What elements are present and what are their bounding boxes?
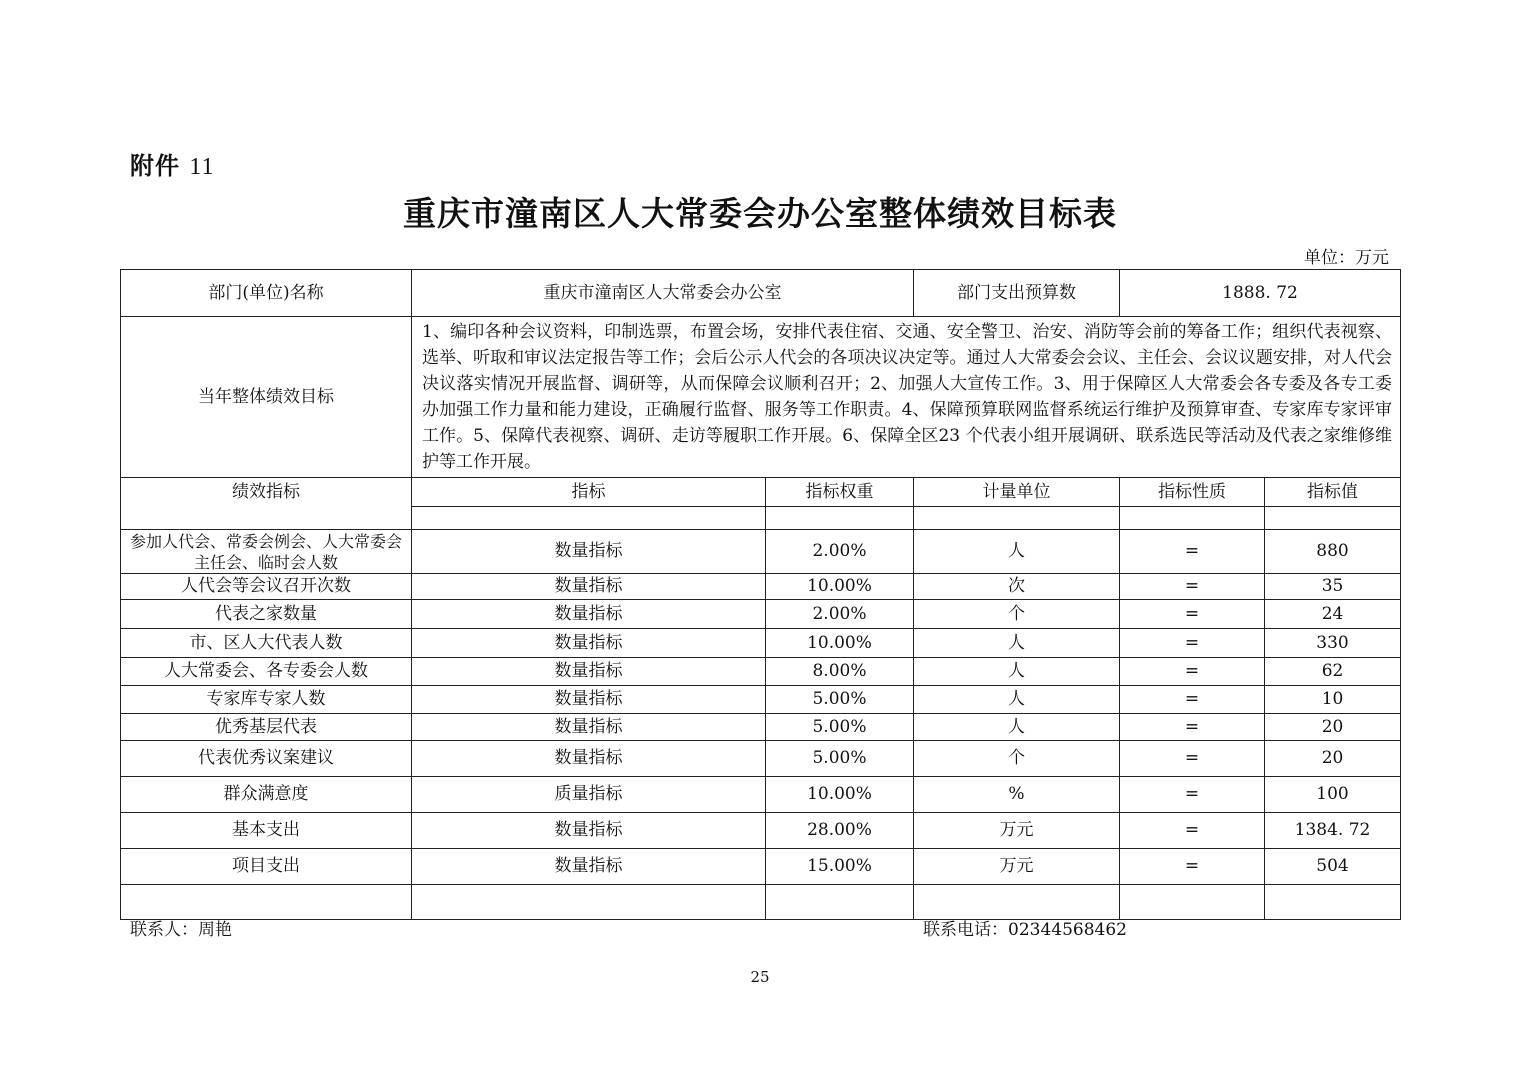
row-indicator: 数量指标 (412, 714, 766, 741)
row-nature: = (1120, 813, 1265, 849)
spacer-cell (412, 507, 766, 530)
row-value: 1384. 72 (1265, 813, 1401, 849)
contact-person: 联系人：周艳 (130, 920, 232, 940)
table-row (121, 813, 1401, 849)
row-name: 专家库专家人数 (121, 686, 412, 714)
dept-name-value: 重庆市潼南区人大常委会办公室 (412, 270, 914, 317)
row-weight: 2.00% (766, 600, 914, 629)
spacer-cell (1120, 507, 1265, 530)
header-row (121, 270, 1401, 317)
table-row (121, 600, 1401, 629)
row-unit: 人 (914, 686, 1120, 714)
row-weight: 5.00% (766, 741, 914, 777)
row-name: 群众满意度 (121, 777, 412, 813)
row-unit: 个 (914, 741, 1120, 777)
row-unit: % (914, 777, 1120, 813)
goal-text: 1、编印各种会议资料，印制选票，布置会场，安排代表住宿、交通、安全警卫、治安、消防等会前的筹备工作；组织代表视察、选举、听取和审议法定报告等工作；会后公示人代会的各项决议决定等。通过人大常委会会议、主任会、会议议题安排，对人代会决议落实情况开展监督、调研等，从而保障会议顺利召开；2、加强人大宣传工作。3、用于保障区人大常委会各专委及各专工委办加强工作力量和能力建设，正确履行监督、服务等工作职责。4、保障预算联网监督系统运行维护及预算审查、专家库专家评审工作。5、保障代表视察、调研、走访等履职工作开展。6、保障全区23 个代表小组开展调研、联系选民等活动及代表之家维修维护等工作开展。 (412, 317, 1401, 478)
row-weight: 10.00% (766, 629, 914, 658)
row-unit: 人 (914, 714, 1120, 741)
row-indicator: 数量指标 (412, 813, 766, 849)
contact-phone: 联系电话：02344568462 (923, 920, 1127, 940)
row-indicator: 数量指标 (412, 600, 766, 629)
row-weight: 28.00% (766, 813, 914, 849)
row-nature: = (1120, 574, 1265, 600)
row-value: 504 (1265, 849, 1401, 885)
col-value: 指标值 (1265, 478, 1401, 507)
row-nature: = (1120, 741, 1265, 777)
spacer-cell (1265, 507, 1401, 530)
row-name: 项目支出 (121, 849, 412, 885)
row-name: 基本支出 (121, 813, 412, 849)
row-indicator: 质量指标 (412, 777, 766, 813)
row-unit: 个 (914, 600, 1120, 629)
row-indicator: 数量指标 (412, 658, 766, 686)
row-name: 优秀基层代表 (121, 714, 412, 741)
row-unit: 人 (914, 530, 1120, 574)
row-value: 20 (1265, 714, 1401, 741)
spacer-cell (914, 507, 1120, 530)
table-row (121, 849, 1401, 885)
row-indicator: 数量指标 (412, 741, 766, 777)
col-indicator: 指标 (412, 478, 766, 507)
row-value: 20 (1265, 741, 1401, 777)
row-weight: 15.00% (766, 849, 914, 885)
table-row (121, 574, 1401, 600)
row-indicator: 数量指标 (412, 530, 766, 574)
col-nature: 指标性质 (1120, 478, 1265, 507)
row-indicator: 数量指标 (412, 849, 766, 885)
row-unit: 人 (914, 658, 1120, 686)
unit-label: 单位：万元 (1304, 248, 1389, 268)
page-number: 25 (750, 968, 770, 986)
table-row (121, 714, 1401, 741)
empty-cell (1120, 885, 1265, 920)
row-unit: 人 (914, 629, 1120, 658)
col-weight: 指标权重 (766, 478, 914, 507)
page-title: 重庆市潼南区人大常委会办公室整体绩效目标表 (403, 194, 1117, 233)
row-value: 35 (1265, 574, 1401, 600)
row-weight: 5.00% (766, 714, 914, 741)
table-row (121, 658, 1401, 686)
row-indicator: 数量指标 (412, 629, 766, 658)
empty-cell (1265, 885, 1401, 920)
row-value: 100 (1265, 777, 1401, 813)
row-indicator: 数量指标 (412, 574, 766, 600)
row-unit: 万元 (914, 813, 1120, 849)
row-name: 市、区人大代表人数 (121, 629, 412, 658)
table-row (121, 741, 1401, 777)
table-row (121, 686, 1401, 714)
row-weight: 8.00% (766, 658, 914, 686)
row-weight: 10.00% (766, 574, 914, 600)
row-weight: 5.00% (766, 686, 914, 714)
row-nature: = (1120, 714, 1265, 741)
empty-cell (412, 885, 766, 920)
row-nature: = (1120, 658, 1265, 686)
table-row (121, 629, 1401, 658)
row-nature: = (1120, 849, 1265, 885)
row-weight: 2.00% (766, 530, 914, 574)
goal-row (121, 317, 1401, 478)
row-weight: 10.00% (766, 777, 914, 813)
row-value: 24 (1265, 600, 1401, 629)
row-nature: = (1120, 686, 1265, 714)
spacer-cell (766, 507, 914, 530)
column-header-row (121, 478, 1401, 507)
row-unit: 万元 (914, 849, 1120, 885)
dept-name-label: 部门(单位)名称 (121, 270, 412, 317)
row-unit: 次 (914, 574, 1120, 600)
row-nature: = (1120, 629, 1265, 658)
performance-table (120, 269, 1401, 920)
attachment-text: 附件 (130, 152, 180, 180)
attachment-label (130, 146, 214, 181)
col-indicator-group: 绩效指标 (121, 478, 412, 530)
row-indicator: 数量指标 (412, 686, 766, 714)
row-nature: = (1120, 530, 1265, 574)
goal-label: 当年整体绩效目标 (121, 317, 412, 478)
row-value: 10 (1265, 686, 1401, 714)
budget-value: 1888. 72 (1120, 270, 1401, 317)
row-value: 880 (1265, 530, 1401, 574)
row-name: 代表优秀议案建议 (121, 741, 412, 777)
col-unit: 计量单位 (914, 478, 1120, 507)
row-value: 330 (1265, 629, 1401, 658)
attachment-number: 11 (189, 154, 215, 180)
table-row (121, 777, 1401, 813)
budget-label: 部门支出预算数 (914, 270, 1120, 317)
row-name: 代表之家数量 (121, 600, 412, 629)
row-value: 62 (1265, 658, 1401, 686)
table-row (121, 530, 1401, 574)
empty-cell (766, 885, 914, 920)
row-name: 人大常委会、各专委会人数 (121, 658, 412, 686)
row-name: 人代会等会议召开次数 (121, 574, 412, 600)
row-name: 参加人代会、常委会例会、人大常委会主任会、临时会人数 (121, 530, 412, 574)
row-nature: = (1120, 600, 1265, 629)
row-nature: = (1120, 777, 1265, 813)
empty-row (121, 885, 1401, 920)
